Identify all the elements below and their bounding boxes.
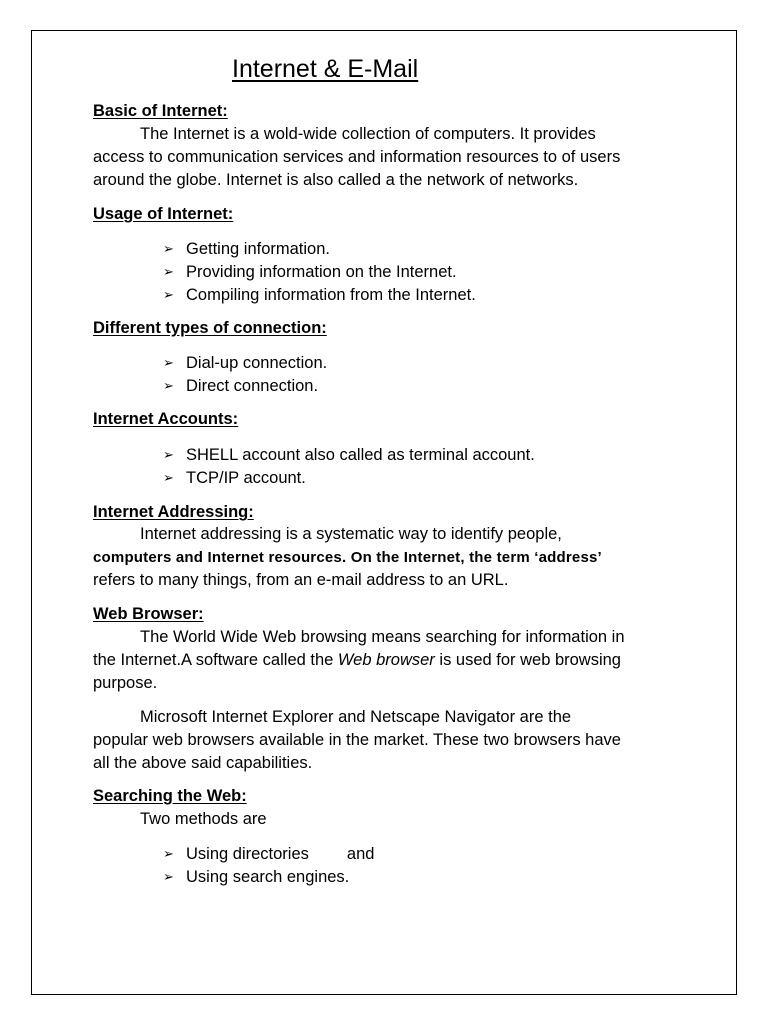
usage-list (163, 238, 476, 306)
list-item-text: Using search engines. (186, 867, 350, 886)
heading-connection-types: Different types of connection: (93, 319, 327, 337)
paragraph-line: popular web browsers available in the market. These two browsers have (93, 731, 621, 749)
paragraph-web-browser-2 (93, 706, 683, 775)
arrow-bullet-icon: ➢ (163, 355, 174, 370)
page-title: Internet & E-Mail (232, 55, 419, 83)
paragraph-line (93, 649, 683, 672)
list-item-text: TCP/IP account. (186, 468, 306, 487)
paragraph-line: The World Wide Web browsing means searching for information in (140, 628, 625, 646)
list-item (163, 375, 327, 398)
paragraph-basic-of-internet (93, 123, 683, 192)
paragraph-line: access to communication services and information resources to of users (93, 148, 621, 166)
heading-searching-the-web: Searching the Web: (93, 787, 247, 805)
list-item (163, 467, 535, 490)
heading-basic-of-internet: Basic of Internet: (93, 102, 228, 120)
heading-usage-of-internet: Usage of Internet: (93, 205, 234, 223)
paragraph-searching-intro (93, 808, 683, 831)
paragraph-internet-addressing (93, 523, 683, 592)
connection-list (163, 352, 327, 398)
searching-list (163, 843, 374, 889)
list-item (163, 444, 535, 467)
paragraph-line: all the above said capabilities. (93, 754, 313, 772)
paragraph-line: Internet addressing is a systematic way to identify people, (140, 525, 562, 543)
paragraph-line: computers and Internet resources. On the Internet, the term ‘address’ (93, 549, 602, 566)
list-item (163, 261, 476, 284)
list-item-text: Providing information on the Internet. (186, 262, 457, 281)
list-item (163, 843, 374, 866)
arrow-bullet-icon: ➢ (163, 263, 174, 279)
list-item (163, 284, 476, 307)
list-item (163, 352, 327, 375)
list-item-text: Direct connection. (186, 376, 319, 395)
list-item-text: SHELL account also called as terminal account. (186, 446, 535, 464)
list-item-text: Dial-up connection. (186, 354, 328, 372)
list-item-suffix: and (346, 845, 375, 863)
italic-term: Web browser (337, 651, 435, 669)
paragraph-line: The Internet is a wold-wide collection of computers. It provides (140, 125, 596, 143)
paragraph-line: around the globe. Internet is also called a the network of networks. (93, 171, 579, 189)
arrow-bullet-icon: ➢ (163, 286, 174, 302)
heading-web-browser: Web Browser: (93, 605, 204, 623)
paragraph-web-browser (93, 626, 683, 695)
arrow-bullet-icon: ➢ (163, 377, 174, 393)
paragraph-line: purpose. (93, 674, 158, 692)
list-item-text: Getting information. (186, 240, 330, 258)
arrow-bullet-icon: ➢ (163, 447, 174, 462)
arrow-bullet-icon: ➢ (163, 241, 174, 256)
text-segment: the Internet.A software called the (93, 651, 338, 669)
accounts-list (163, 444, 535, 490)
heading-internet-accounts: Internet Accounts: (93, 410, 239, 428)
list-item-text: Compiling information from the Internet. (186, 285, 476, 304)
paragraph-line: refers to many things, from an e-mail address to an URL. (93, 571, 509, 589)
text-segment: is used for web browsing (434, 651, 621, 669)
list-item (163, 238, 476, 261)
arrow-bullet-icon: ➢ (163, 846, 174, 861)
arrow-bullet-icon: ➢ (163, 469, 174, 485)
list-item-text: Using directories (186, 845, 309, 863)
paragraph-line: Two methods are (140, 810, 267, 828)
paragraph-line: Microsoft Internet Explorer and Netscape Navigator are the (140, 708, 572, 726)
heading-internet-addressing: Internet Addressing: (93, 503, 254, 521)
list-item (163, 866, 374, 889)
arrow-bullet-icon: ➢ (163, 868, 174, 884)
